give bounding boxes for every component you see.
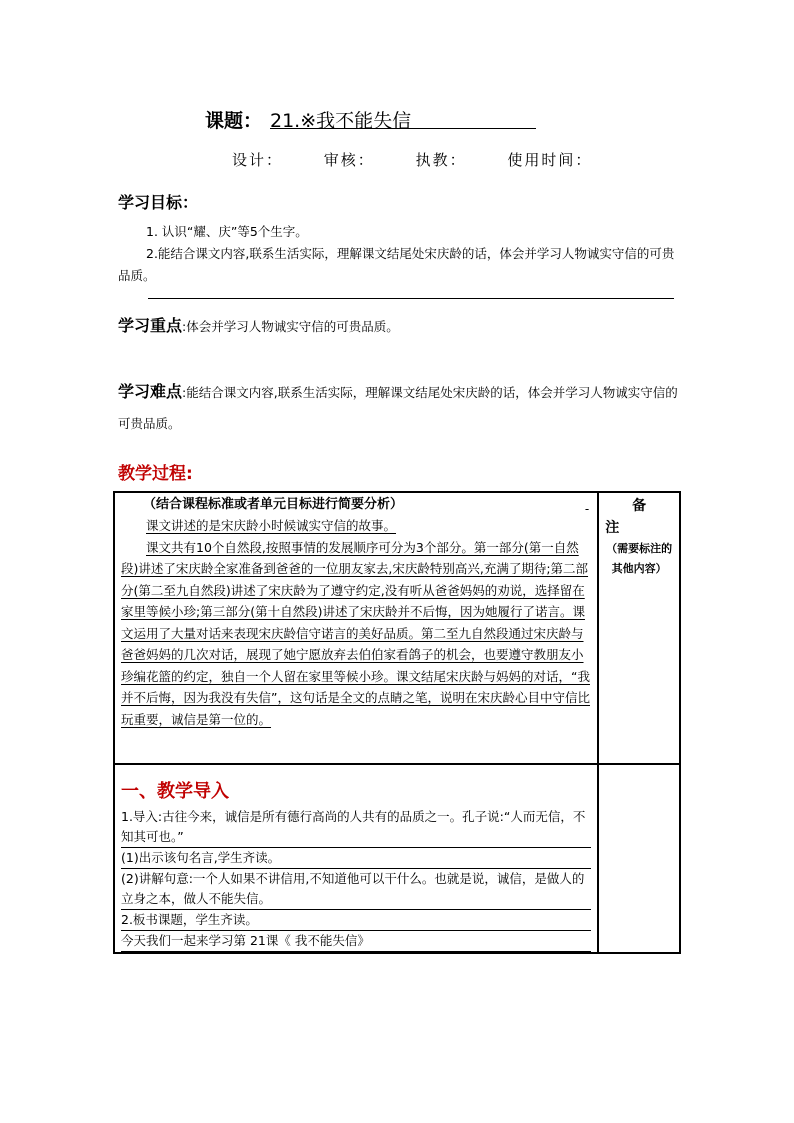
lead-line-1: 1.导入:古往今来，诚信是所有德行高尚的人共有的品质之一。孔子说:“人而无信，不知其可也。”: [121, 807, 591, 848]
difficulty-text: :能结合课文内容,联系生活实际，理解课文结尾处宋庆龄的话，体会并学习人物诚实守信的可贵品质。: [118, 385, 678, 431]
lead-line-4: 2.板书课题，学生齐读。: [121, 910, 591, 931]
note-subtitle: （需要标注的其他内容）: [606, 542, 673, 575]
lead-line-5: 今天我们一起来学习第 21课《 我不能失信》: [121, 931, 591, 952]
difficulty: [118, 376, 680, 439]
goal-item-1: 1. 认识“耀、庆”等5个生字。: [146, 224, 308, 239]
lead-notes-cell: [598, 764, 680, 953]
notes-cell: [598, 492, 680, 764]
title-label: 课题：: [205, 110, 263, 132]
process-heading: 教学过程:: [118, 464, 193, 484]
analysis-heading: [115, 495, 597, 515]
lesson-title: 21.※我不能失信: [270, 106, 536, 129]
key-point-text: :体会并学习人物诚实守信的可贵品质。: [182, 319, 399, 334]
analysis-para-2: 课文共有10个自然段,按照事情的发展顺序可分为3个部分。第一部分(第一自然段)讲述了宋庆龄全家准备到爸爸的一位朋友家去,宋庆龄特别高兴,充满了期待;第二部分(第二至九自然段)讲述了宋庆龄为了遵守约定,没有听从爸爸妈妈的劝说，选择留在家里等候小珍;第三部分(第十自然段)讲述了宋庆龄并不后悔，因为她履行了诺言。课文运用了大量对话来表现宋庆龄信守诺言的美好品质。第二至九自然段通过宋庆龄与爸爸妈妈的几次对话，展现了她宁愿放弃去伯伯家看鸽子的机会，也要遵守教朋友小珍编花篮的约定，独自一个人留在家里等候小珍。课文结尾宋庆龄与妈妈的对话，“我并不后悔，因为我没有失信”，这句话是全文的点睛之笔，说明在宋庆龄心目中守信比玩重要，诚信是第一位的。: [121, 539, 590, 727]
goals-heading: 学习目标：: [118, 193, 199, 212]
difficulty-label: 学习难点: [118, 382, 183, 401]
note-title-1: 备: [632, 498, 647, 514]
analysis-heading-text: （结合课程标准或者单元目标进行简要分析）: [143, 497, 404, 512]
analysis-cell: [114, 492, 598, 764]
key-point: [118, 315, 680, 338]
time-label: 使用时间：: [507, 151, 593, 169]
teach-label: 执教：: [415, 151, 467, 169]
meta-row: [232, 149, 626, 170]
lesson-table: [113, 491, 681, 954]
lead-line-2: (1)出示该句名言,学生齐读。: [121, 848, 591, 869]
lead-title: 一、教学导入: [121, 781, 229, 802]
analysis-para-1: 课文讲述的是宋庆龄小时候诚实守信的故事。: [146, 518, 397, 533]
goal-item-2: 2.能结合课文内容,联系生活实际，理解课文结尾处宋庆龄的话，体会并学习人物诚实守信的可贵品质。: [118, 246, 675, 283]
divider: [148, 298, 674, 299]
lead-cell: [114, 764, 598, 953]
lead-line-3: (2)讲解句意:一个人如果不讲信用,不知道他可以干什么。也就是说，诚信，是做人的立身之本，做人不能失信。: [121, 869, 591, 910]
dash-mark: -: [584, 502, 590, 516]
design-label: 设计：: [232, 151, 284, 169]
review-label: 审核：: [323, 151, 375, 169]
key-point-label: 学习重点: [118, 316, 183, 335]
note-title-2: 注: [605, 520, 620, 536]
